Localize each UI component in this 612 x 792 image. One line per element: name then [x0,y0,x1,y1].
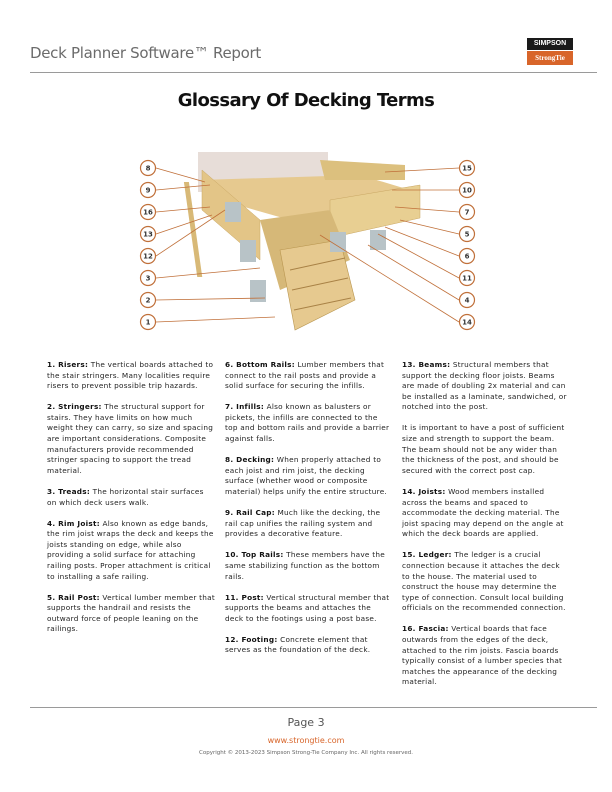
callout-leader-line [156,317,275,322]
glossary-definition: Also known as balusters or pickets, the infills are connected to the top and bottom rails and provide a barrier against falls. [225,402,390,444]
glossary-entry [402,423,568,476]
glossary-term: 4. Rim Joist: [47,518,100,528]
glossary-column-3 [402,360,568,699]
glossary-term: 5. Rail Post: [47,592,100,602]
callout-number: 12 [143,252,153,261]
callout-leader-line [156,298,265,300]
callout-number: 11 [462,274,472,283]
glossary-entry [47,593,215,635]
glossary-definition: Much like the decking, the rail cap unifies the railing system and provides a decorative feature. [225,508,381,539]
glossary-definition: The horizontal stair surfaces on which deck users walk. [47,486,204,507]
glossary-definition: Concrete element that serves as the foundation of the deck. [225,634,371,655]
glossary-term: 6. Bottom Rails: [225,360,295,369]
page-number: Page 3 [287,716,325,729]
callout-leader-line [156,268,260,278]
callout-number: 8 [145,164,151,173]
glossary-entry [225,455,390,497]
callout-leader-line [378,234,459,278]
simpson-strongtie-logo [527,38,573,65]
glossary-entry [47,519,215,583]
report-header-title: Deck Planner Software™ Report [30,44,261,62]
glossary-entry [402,487,568,540]
glossary-term: 16. Fascia: [402,624,449,634]
callout-number: 4 [464,296,470,305]
glossary-entry [47,402,215,476]
glossary-entry [225,593,390,625]
callout-leader-line [400,220,459,234]
glossary-term: 10. Top Rails: [225,550,284,560]
glossary-term: 8. Decking: [225,455,275,465]
glossary-entry [47,360,215,392]
header-divider [30,72,597,73]
copyright: Copyright © 2013-2023 Simpson Strong-Tie Company Inc. All rights reserved. [199,750,413,756]
callout-number: 15 [462,164,472,173]
glossary-definition: Vertical structural member that supports the beams and attaches the deck to the footings using a post base. [225,592,390,623]
website-link[interactable]: www.strongtie.com [267,736,345,745]
glossary-entry [225,360,390,392]
glossary-definition: Vertical boards that face outwards from the edges of the deck, attached to the rim joists. Fascia boards typically consist of a lumber species that matches the appearance of the decking material. [402,624,563,687]
glossary-definition: The structural support for stairs. They have limits on how much weight they can carry, so size and spacing are important considerations. Composite manufacturers provide recommended stringer spacing to support the tread material. [47,402,214,475]
glossary-definition: Structural members that support the decking floor joists. Beams are made of doubling 2x material and can be installed as a laminate, sandwiched, or notched into the post. [402,360,567,412]
glossary-term: 15. Ledger: [402,550,452,560]
glossary-term: 9. Rail Cap: [225,508,275,518]
callout-number: 13 [143,230,153,239]
callout-number: 1 [145,318,151,327]
glossary-entry [225,635,390,656]
callout-leader-line [156,168,205,182]
callout-number: 7 [464,208,470,217]
glossary-definition: The vertical boards attached to the stair stringers. Many localities require risers to prevent possible trip hazards. [47,360,214,391]
callout-number: 5 [464,230,470,239]
glossary-definition: Wood members installed across the beams and spaced to accommodate the decking material. The joist spacing may depend on the angle at which the deck boards are applied. [402,486,564,539]
glossary-definition: Also known as edge bands, the rim joist wraps the deck and keeps the joists standing on edge, while also providing a solid surface for attaching railing posts. Proper attachment is critical to installing a safe railing. [47,518,214,581]
glossary-term: 1. Risers: [47,360,89,369]
glossary-entry [225,402,390,444]
glossary-entry [225,508,390,540]
glossary-definition: These members have the same stabilizing function as the bottom rails. [225,550,385,581]
glossary-entry [402,624,568,688]
glossary-entry [47,487,215,508]
footer-divider [30,707,597,708]
callout-number: 14 [462,318,472,327]
glossary-column-1 [47,360,215,646]
glossary-entry [225,550,390,582]
callout-number: 3 [145,274,151,283]
callout-number: 10 [462,186,472,195]
glossary-definition: It is important to have a post of sufficient size and strength to support the beam. The beam should not be any wider than the thickness of the post, and should be secured with the correct post cap. [402,423,565,475]
glossary-term: 7. Infills: [225,402,264,412]
callout-number: 9 [145,186,151,195]
callout-number: 16 [143,208,153,217]
glossary-entry [402,550,568,614]
deck-diagram [130,140,490,340]
glossary-term: 2. Stringers: [47,402,102,412]
logo-top: SIMPSON [527,38,573,50]
glossary-term: 13. Beams: [402,360,451,369]
glossary-definition: Vertical lumber member that supports the handrail and resists the outward force of people leaning on the railings. [47,592,215,634]
glossary-definition: The ledger is a crucial connection because it attaches the deck to the house. The material used to construct the house may determine the type of connection. Consult local building officials on the recommended connection. [402,550,566,613]
glossary-term: 14. Joists: [402,486,446,496]
logo-bottom: StrongTie [527,51,573,65]
glossary-column-2 [225,360,390,667]
deck-illustration [184,152,420,330]
glossary-definition: Lumber members that connect to the rail posts and provide a solid surface for securing the infills. [225,360,385,391]
glossary-term: 11. Post: [225,592,264,602]
glossary-term: 3. Treads: [47,486,91,496]
glossary-term: 12. Footing: [225,634,278,644]
glossary-definition: When properly attached to each joist and rim joist, the decking surface (whether wood or composite material) helps unify the entire structure. [225,455,387,496]
callout-number: 6 [464,252,470,261]
callout-number: 2 [145,296,151,305]
glossary-entry [402,360,568,413]
page-title: Glossary Of Decking Terms [177,90,435,111]
